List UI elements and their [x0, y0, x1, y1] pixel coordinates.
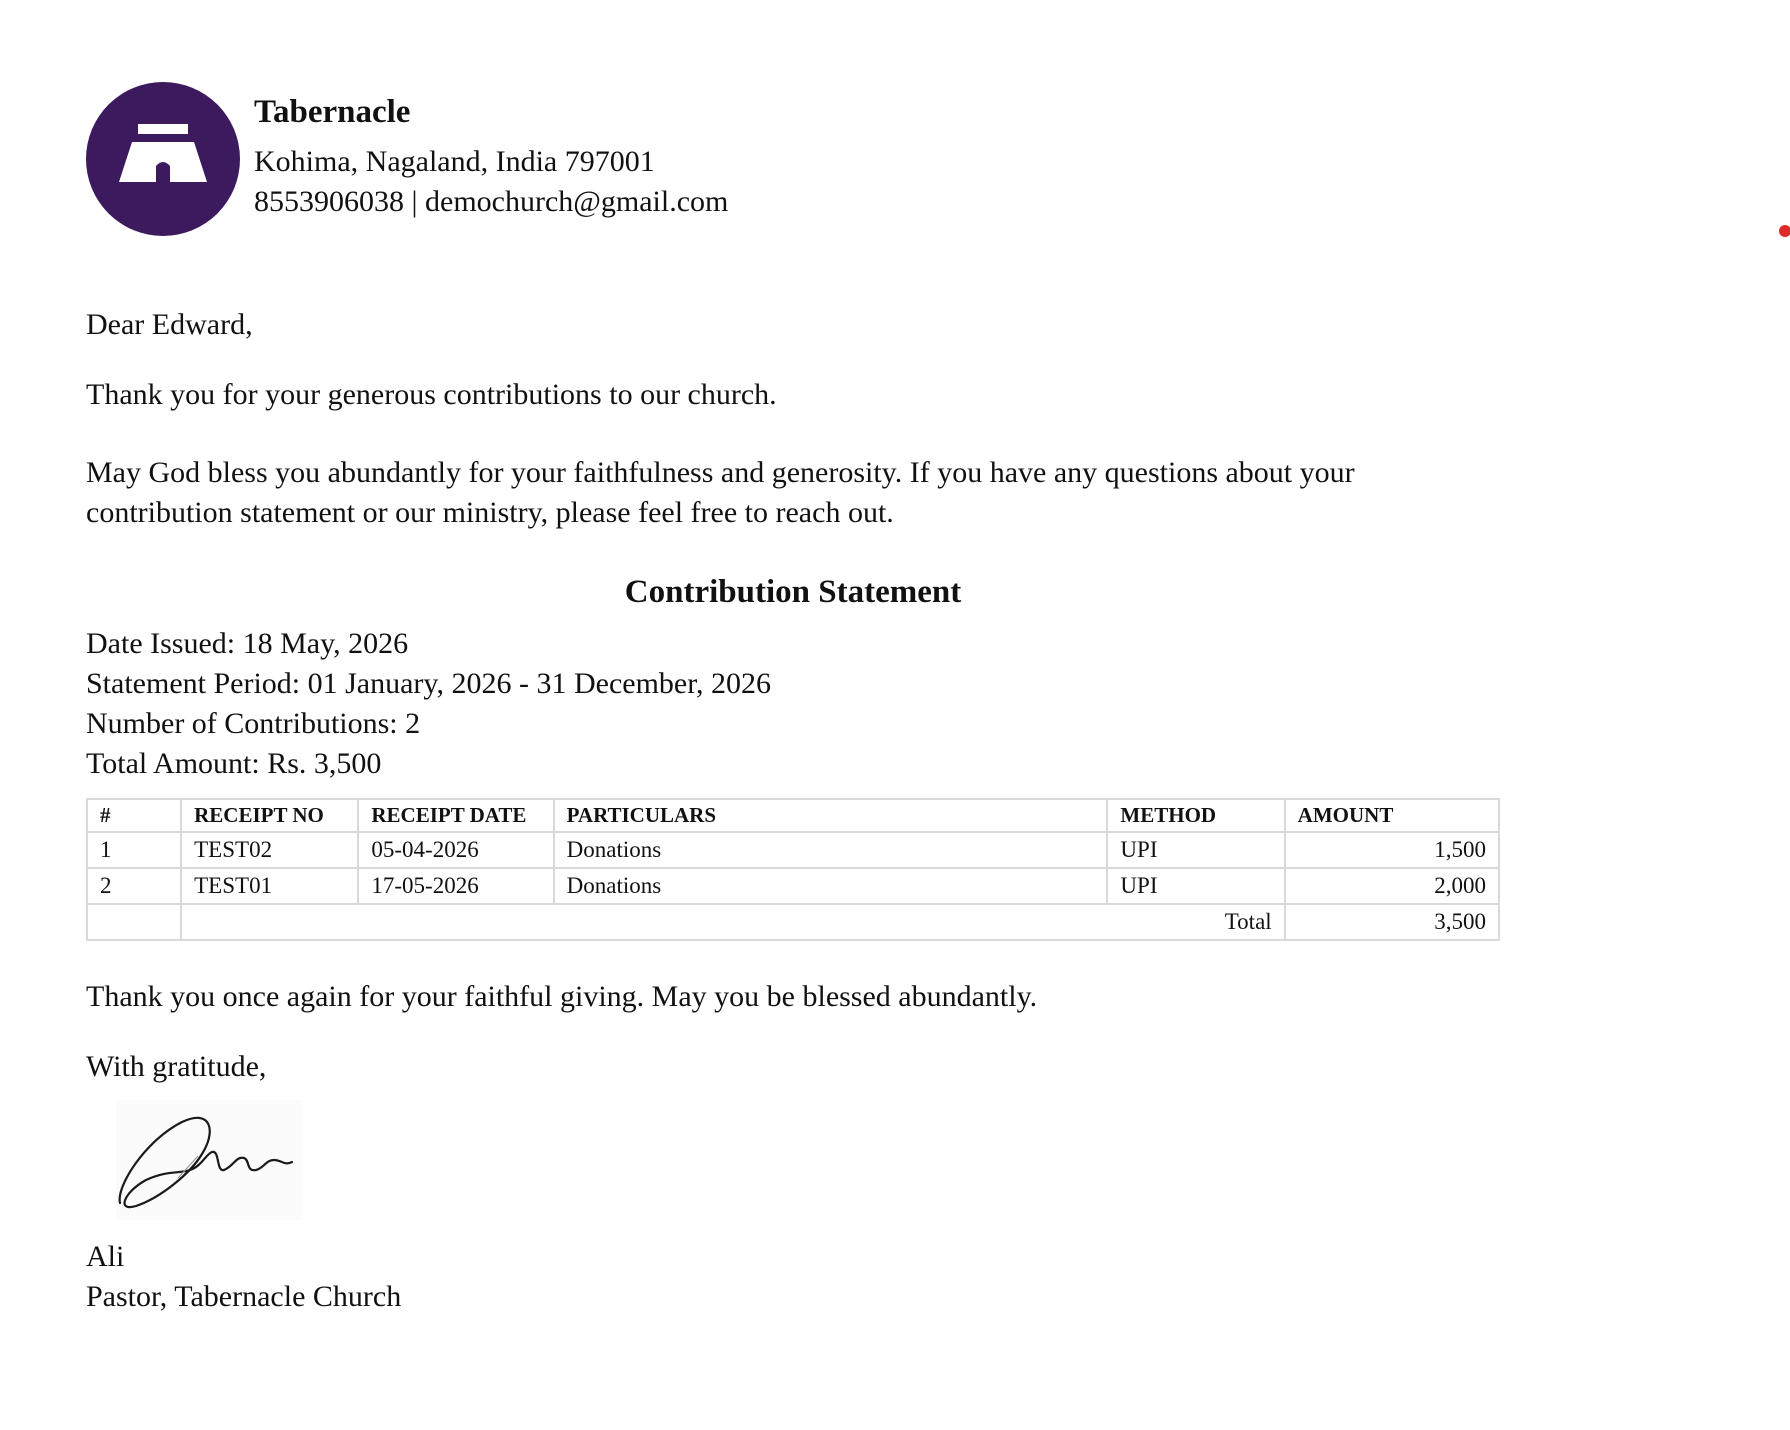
statement-title: Contribution Statement	[624, 574, 962, 610]
column-header-receipt-no: RECEIPT NO	[181, 799, 358, 832]
column-header-method: METHOD	[1107, 799, 1284, 832]
receipt-no: TEST01	[181, 868, 358, 904]
statement-meta	[86, 624, 1486, 784]
total-value: 3,500	[1285, 904, 1499, 940]
org-contact: 8553906038 | demochurch@gmail.com	[254, 185, 729, 218]
method: UPI	[1107, 832, 1284, 868]
column-header-particulars: PARTICULARS	[554, 799, 1108, 832]
contribution-count: Number of Contributions: 2	[86, 707, 421, 740]
signer-name: Ali	[86, 1240, 125, 1273]
signer-title: Pastor, Tabernacle Church	[86, 1280, 402, 1313]
statement-period: Statement Period: 01 January, 2026 - 31 December, 2026	[86, 667, 772, 700]
sign-off: With gratitude,	[86, 1050, 267, 1083]
intro-paragraph: Thank you for your generous contributions to our church.	[86, 378, 777, 411]
org-details	[254, 92, 728, 222]
column-header-index: #	[87, 799, 181, 832]
signature-icon	[116, 1100, 302, 1220]
marker-dot	[1779, 225, 1790, 237]
total-amount: Total Amount: Rs. 3,500	[86, 747, 382, 780]
amount: 2,000	[1285, 868, 1499, 904]
org-address: Kohima, Nagaland, India 797001	[254, 145, 655, 178]
amount: 1,500	[1285, 832, 1499, 868]
particulars: Donations	[554, 868, 1108, 904]
table-header-row	[87, 799, 1499, 832]
total-label: Total	[181, 904, 1285, 940]
contributions-table	[86, 798, 1500, 941]
org-name: Tabernacle	[254, 94, 411, 130]
receipt-date: 17-05-2026	[358, 868, 553, 904]
total-row-spacer	[87, 904, 181, 940]
row-index: 1	[87, 832, 181, 868]
greeting: Dear Edward,	[86, 308, 253, 341]
closing-note: Thank you once again for your faithful giving. May you be blessed abundantly.	[86, 980, 1038, 1013]
particulars: Donations	[554, 832, 1108, 868]
receipt-date: 05-04-2026	[358, 832, 553, 868]
signer-block	[86, 1237, 1486, 1317]
table-total-row	[87, 904, 1499, 940]
blessing-paragraph: May God bless you abundantly for your faithfulness and generosity. If you have any questions about your contribution statement or our ministry, please feel free to reach out.	[86, 456, 1355, 529]
method: UPI	[1107, 868, 1284, 904]
tabernacle-logo-icon	[86, 82, 240, 236]
column-header-amount: AMOUNT	[1285, 799, 1499, 832]
date-issued: Date Issued: 18 May, 2026	[86, 627, 409, 660]
table-row	[87, 832, 1499, 868]
letterhead	[86, 82, 728, 236]
column-header-receipt-date: RECEIPT DATE	[358, 799, 553, 832]
receipt-no: TEST02	[181, 832, 358, 868]
row-index: 2	[87, 868, 181, 904]
table-row	[87, 868, 1499, 904]
